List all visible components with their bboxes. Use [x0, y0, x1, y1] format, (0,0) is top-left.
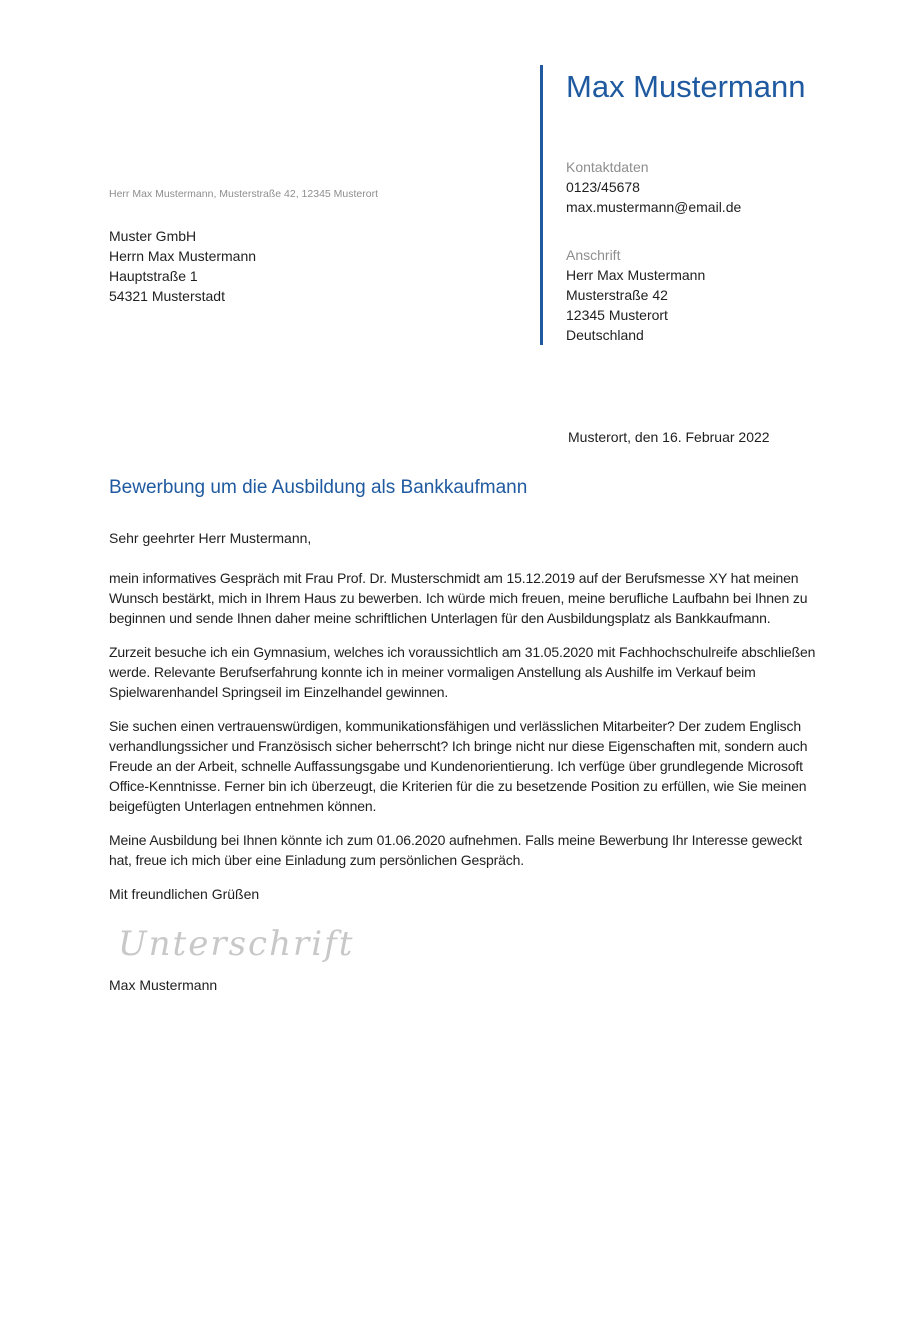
sender-email: max.mustermann@email.de	[566, 199, 742, 215]
sender-name: Max Mustermann	[566, 69, 806, 104]
sender-address-block	[566, 245, 866, 345]
sender-sidebar	[540, 65, 870, 345]
sender-address-line: Deutschland	[566, 327, 644, 343]
contact-block	[566, 157, 866, 217]
signature: Unterschrift	[118, 924, 355, 964]
signer-name: Max Mustermann	[109, 977, 218, 993]
body-paragraph: Meine Ausbildung bei Ihnen könnte ich zum 01.06.2020 aufnehmen. Falls meine Bewerbung Ihr Interesse geweckt hat, freue ich mich über eine Einladung zum persönlichen Gespräch.	[109, 832, 802, 868]
body-paragraph: Sie suchen einen vertrauenswürdigen, kommunikationsfähigen und verlässlichen Mitarbeiter? Der zudem Englisch verhandlungssicher und Französisch sicher beherrscht? Ich bringe nicht nur diese Eigenschaften mit, sondern auch Freude an der Arbeit, schnelle Auffassungsgabe und Kundenorientierung. Ich verfüge über grundlegende Microsoft Office-Kenntnisse. Ferner bin ich überzeugt, die Kriterien für die zu besetzende Position zu erfüllen, wie Sie meinen beigefügten Unterlagen entnehmen können.	[109, 718, 808, 814]
recipient-line: Hauptstraße 1	[109, 268, 198, 284]
salutation: Sehr geehrter Herr Mustermann,	[109, 530, 312, 546]
sender-phone: 0123/45678	[566, 179, 640, 195]
recipient-line: Herrn Max Mustermann	[109, 248, 257, 264]
recipient-address	[109, 226, 489, 306]
address-label: Anschrift	[566, 247, 621, 263]
contact-label: Kontaktdaten	[566, 159, 649, 175]
recipient-line: Muster GmbH	[109, 228, 197, 244]
sender-address-line: 12345 Musterort	[566, 307, 668, 323]
sender-address-line: Herr Max Mustermann	[566, 267, 706, 283]
letter-body	[109, 568, 825, 884]
recipient-line: 54321 Musterstadt	[109, 288, 225, 304]
letter-subject: Bewerbung um die Ausbildung als Bankkaufmann	[109, 477, 528, 498]
body-paragraph: Zurzeit besuche ich ein Gymnasium, welches ich voraussichtlich am 31.05.2020 mit Fachhochschulreife abschließen werde. Relevante Berufserfahrung konnte ich in meiner vormaligen Anstellung als Aushilfe im Verkauf beim Spielwarenhandel Springseil im Einzelhandel gewinnen.	[109, 644, 816, 700]
body-paragraph: mein informatives Gespräch mit Frau Prof. Dr. Musterschmidt am 15.12.2019 auf der Berufsmesse XY hat meinen Wunsch bestärkt, mich in Ihrem Haus zu bewerben. Ich würde mich freuen, meine berufliche Laufbahn bei Ihnen zu beginnen und sende Ihnen daher meine schriftlichen Unterlagen für den Ausbildungsplatz als Bankkaufmann.	[109, 570, 808, 626]
letter-date: Musterort, den 16. Februar 2022	[568, 429, 770, 445]
closing: Mit freundlichen Grüßen	[109, 886, 260, 902]
sender-address-line: Musterstraße 42	[566, 287, 668, 303]
return-address: Herr Max Mustermann, Musterstraße 42, 12345 Musterort	[109, 188, 379, 200]
